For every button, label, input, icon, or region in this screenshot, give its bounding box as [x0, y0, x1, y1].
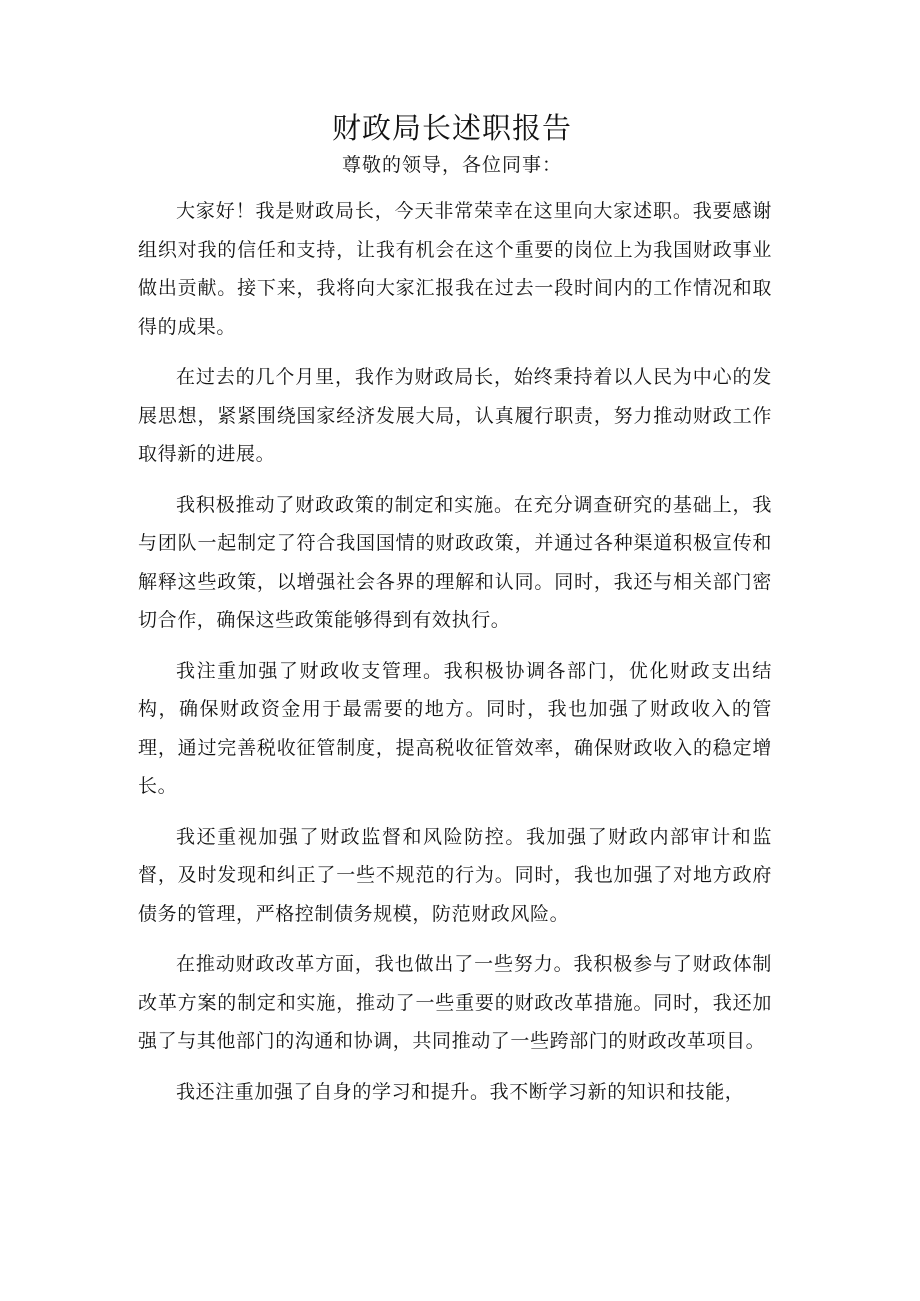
salutation: 尊敬的领导，各位同事：: [341, 154, 562, 176]
paragraph-4: 我注重加强了财政收支管理。我积极协调各部门，优化财政支出结构，确保财政资金用于最需要的地方。同时，我也加强了财政收入的管理，通过完善税收征管制度，提高税收征管效率，确保财政收入的稳定增长。: [138, 659, 772, 797]
paragraph-3: 我积极推动了财政政策的制定和实施。在充分调查研究的基础上，我与团队一起制定了符合我国国情的财政政策，并通过各种渠道积极宣传和解释这些政策，以增强社会各界的理解和认同。同时，我还与相关部门密切合作，确保这些政策能够得到有效执行。: [138, 493, 772, 631]
document-title: 财政局长述职报告: [331, 111, 572, 145]
paragraph-7: 我还注重加强了自身的学习和提升。我不断学习新的知识和技能，: [176, 1080, 745, 1103]
paragraph-1: 大家好！我是财政局长，今天非常荣幸在这里向大家述职。我要感谢组织对我的信任和支持，让我有机会在这个重要的岗位上为我国财政事业做出贡献。接下来，我将向大家汇报我在过去一段时间内的工作情况和取得的成果。: [138, 200, 772, 338]
paragraph-2: 在过去的几个月里，我作为财政局长，始终秉持着以人民为中心的发展思想，紧紧围绕国家经济发展大局，认真履行职责，努力推动财政工作取得新的进展。: [138, 366, 772, 465]
document-body: [138, 192, 772, 1123]
paragraph-6: 在推动财政改革方面，我也做出了一些努力。我积极参与了财政体制改革方案的制定和实施，推动了一些重要的财政改革措施。同时，我还加强了与其他部门的沟通和协调，共同推动了一些跨部门的财政改革项目。: [138, 953, 772, 1052]
paragraph-5: 我还重视加强了财政监督和风险防控。我加强了财政内部审计和监督，及时发现和纠正了一些不规范的行为。同时，我也加强了对地方政府债务的管理，严格控制债务规模，防范财政风险。: [138, 825, 772, 925]
